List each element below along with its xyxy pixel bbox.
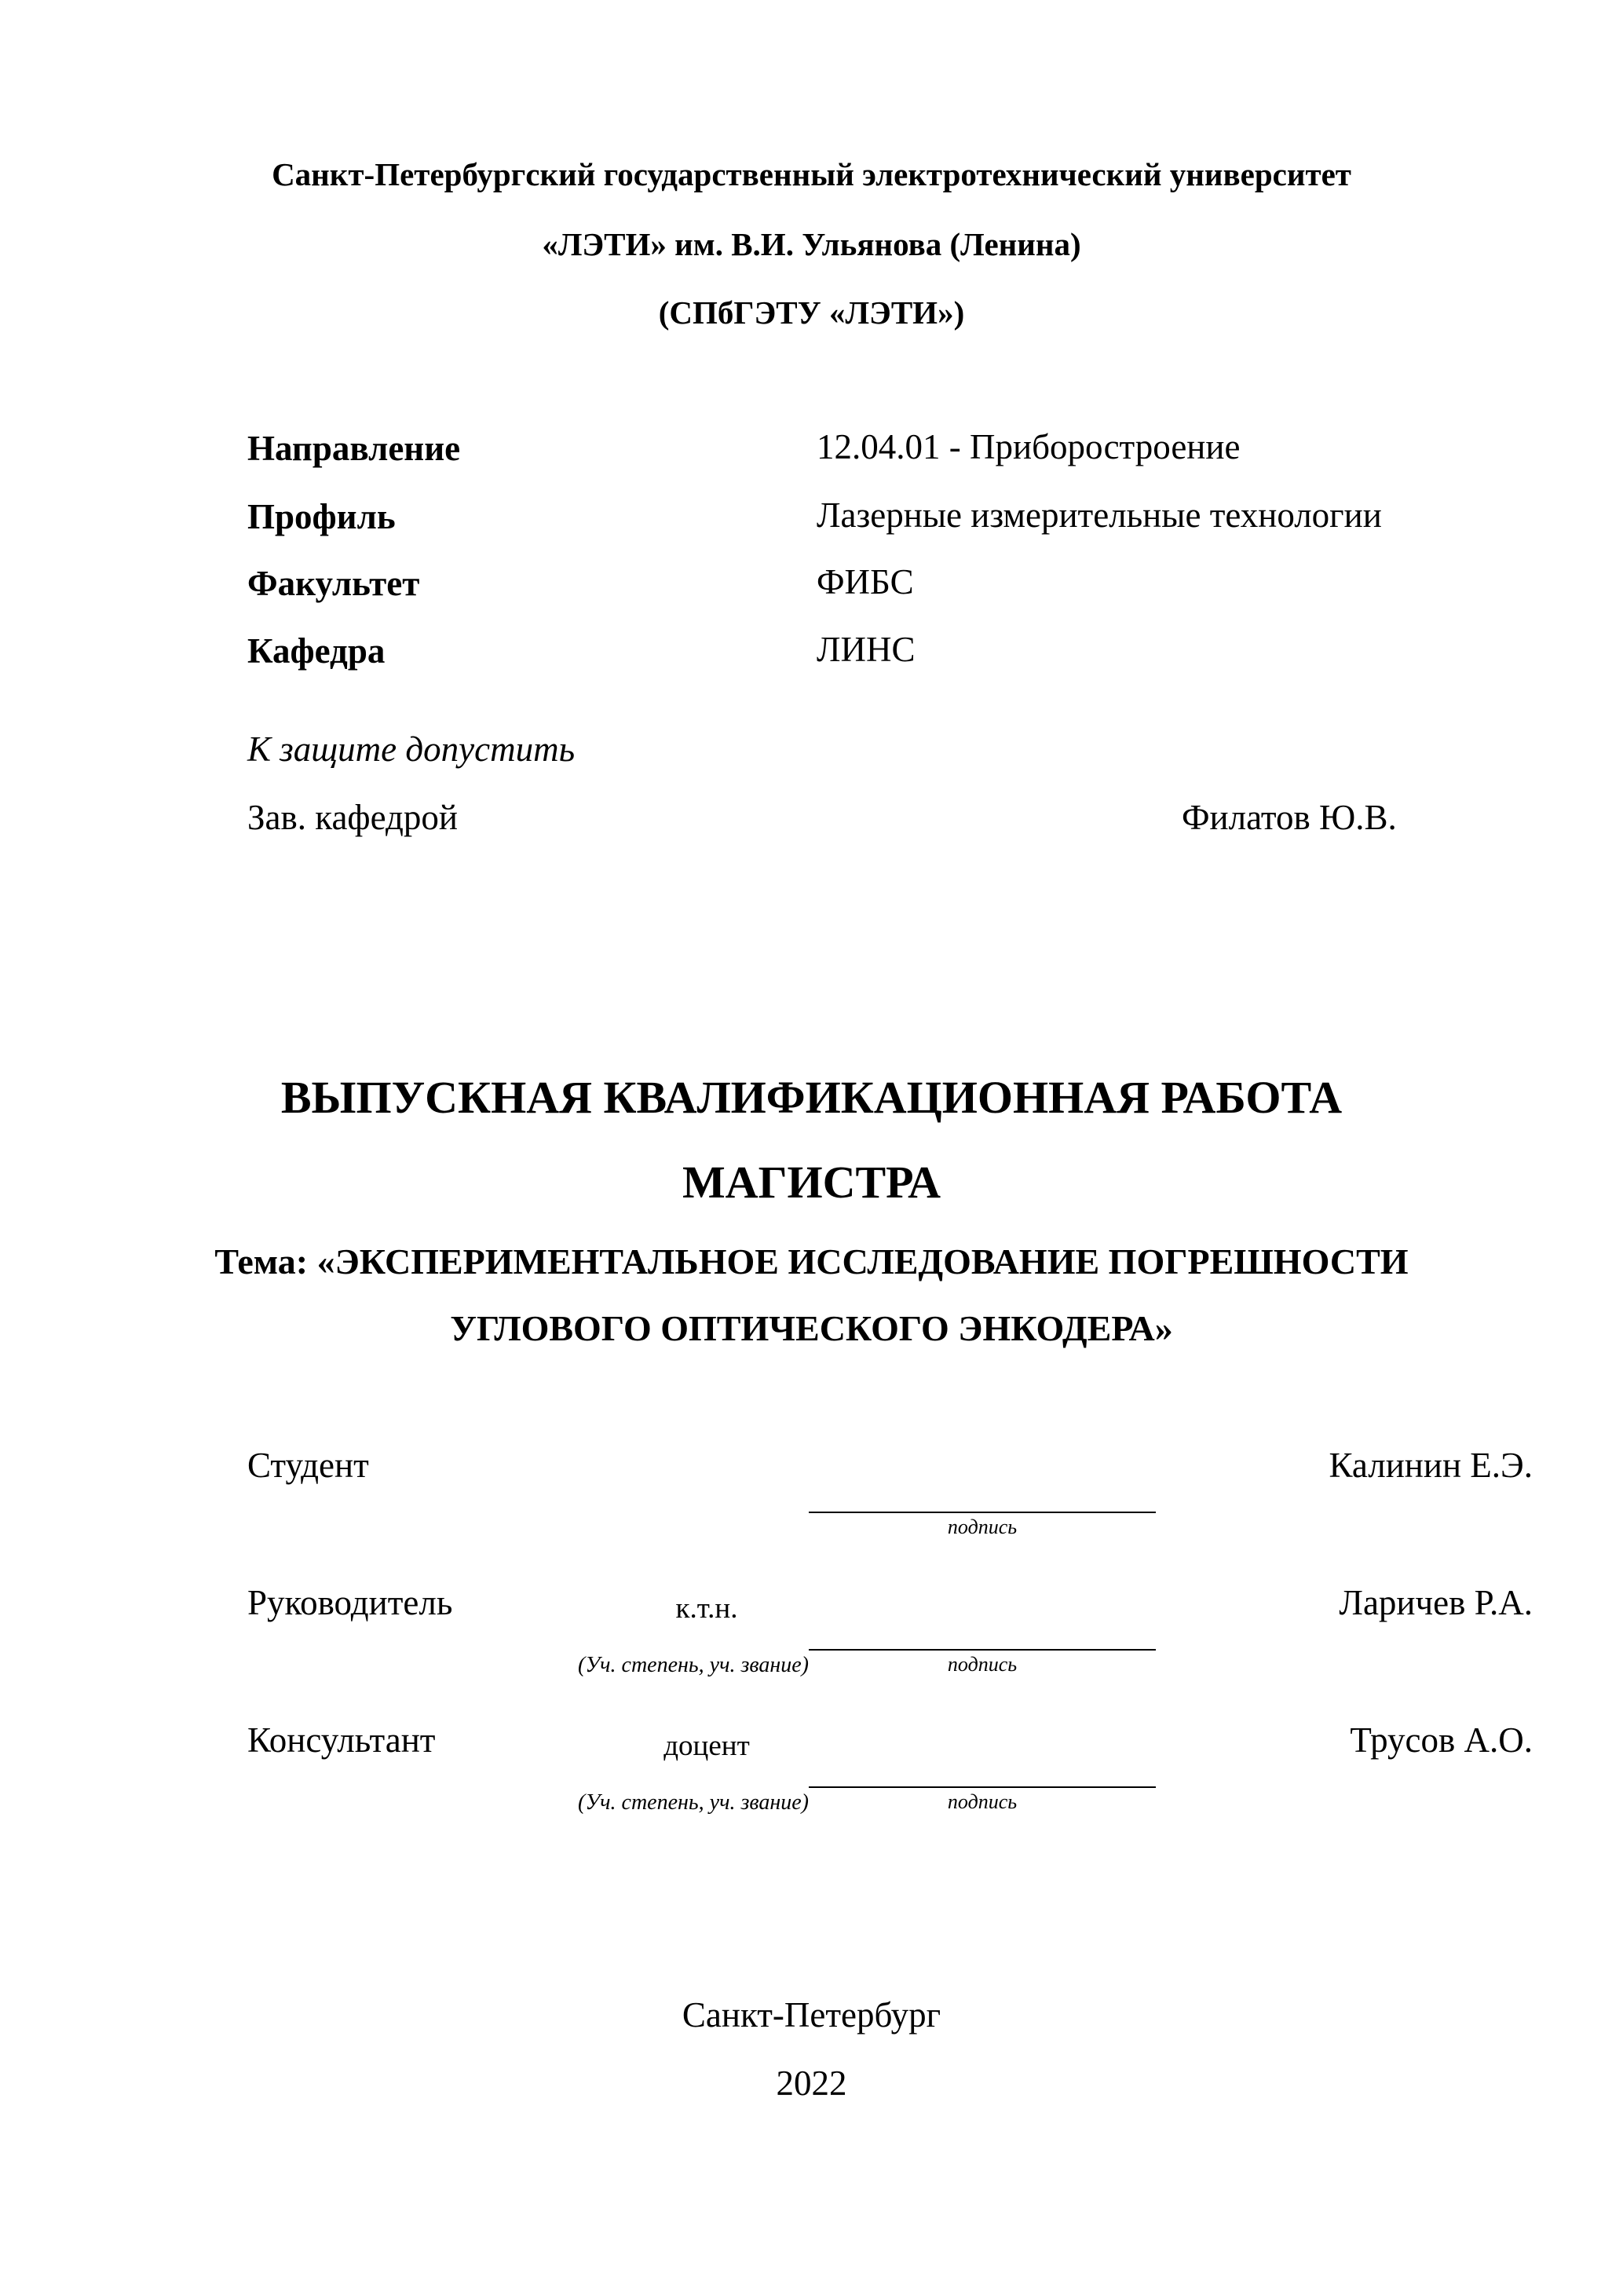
document-title-line1: ВЫПУСКНАЯ КВАЛИФИКАЦИОННАЯ РАБОТА: [280, 1072, 1343, 1123]
footer-city: Санкт-Петербург: [682, 1995, 941, 2035]
university-name-line2: «ЛЭТИ» им. В.И. Ульянова (Ленина): [542, 226, 1081, 262]
admission-text: К защите допустить: [247, 729, 576, 769]
direction-label: Направление: [247, 429, 461, 468]
student-role: Студент: [247, 1446, 369, 1485]
department-head-role: Зав. кафедрой: [247, 798, 458, 837]
consultant-degree: доцент: [663, 1730, 750, 1762]
topic-line1: Тема: «ЭКСПЕРИМЕНТАЛЬНОЕ ИССЛЕДОВАНИЕ ПОГРЕШНОСТИ: [214, 1241, 1409, 1281]
consultant-signature-caption: подпись: [947, 1790, 1018, 1813]
supervisor-signature-caption: подпись: [947, 1653, 1018, 1676]
document-title-line2: МАГИСТРА: [682, 1157, 941, 1208]
supervisor-degree-caption: (Уч. степень, уч. звание): [578, 1653, 809, 1677]
student-signature-line: [809, 1512, 1156, 1513]
faculty-label: Факультет: [247, 564, 420, 603]
student-name: Калинин Е.Э.: [1329, 1446, 1533, 1485]
footer-year: 2022: [776, 2064, 847, 2103]
supervisor-signature-line: [809, 1649, 1156, 1651]
topic-line2: УГЛОВОГО ОПТИЧЕСКОГО ЭНКОДЕРА»: [450, 1308, 1173, 1348]
consultant-name: Трусов А.О.: [1350, 1720, 1533, 1760]
supervisor-degree: к.т.н.: [675, 1592, 738, 1625]
department-head-name: Филатов Ю.В.: [1182, 798, 1397, 837]
supervisor-role: Руководитель: [247, 1583, 453, 1622]
university-abbreviation: (СПбГЭТУ «ЛЭТИ»): [658, 294, 965, 331]
department-value: ЛИНС: [817, 630, 916, 669]
profile-value: Лазерные измерительные технологии: [817, 495, 1382, 535]
direction-value: 12.04.01 - Приборостроение: [817, 427, 1241, 466]
profile-label: Профиль: [247, 497, 396, 536]
consultant-role: Консультант: [247, 1720, 436, 1760]
faculty-value: ФИБС: [817, 562, 914, 601]
student-signature-caption: подпись: [947, 1515, 1018, 1538]
department-label: Кафедра: [247, 631, 386, 671]
consultant-degree-caption: (Уч. степень, уч. звание): [578, 1790, 809, 1815]
university-name-line1: Санкт-Петербургский государственный электротехнический университет: [272, 156, 1351, 192]
supervisor-name: Ларичев Р.А.: [1339, 1583, 1533, 1622]
consultant-signature-line: [809, 1786, 1156, 1788]
